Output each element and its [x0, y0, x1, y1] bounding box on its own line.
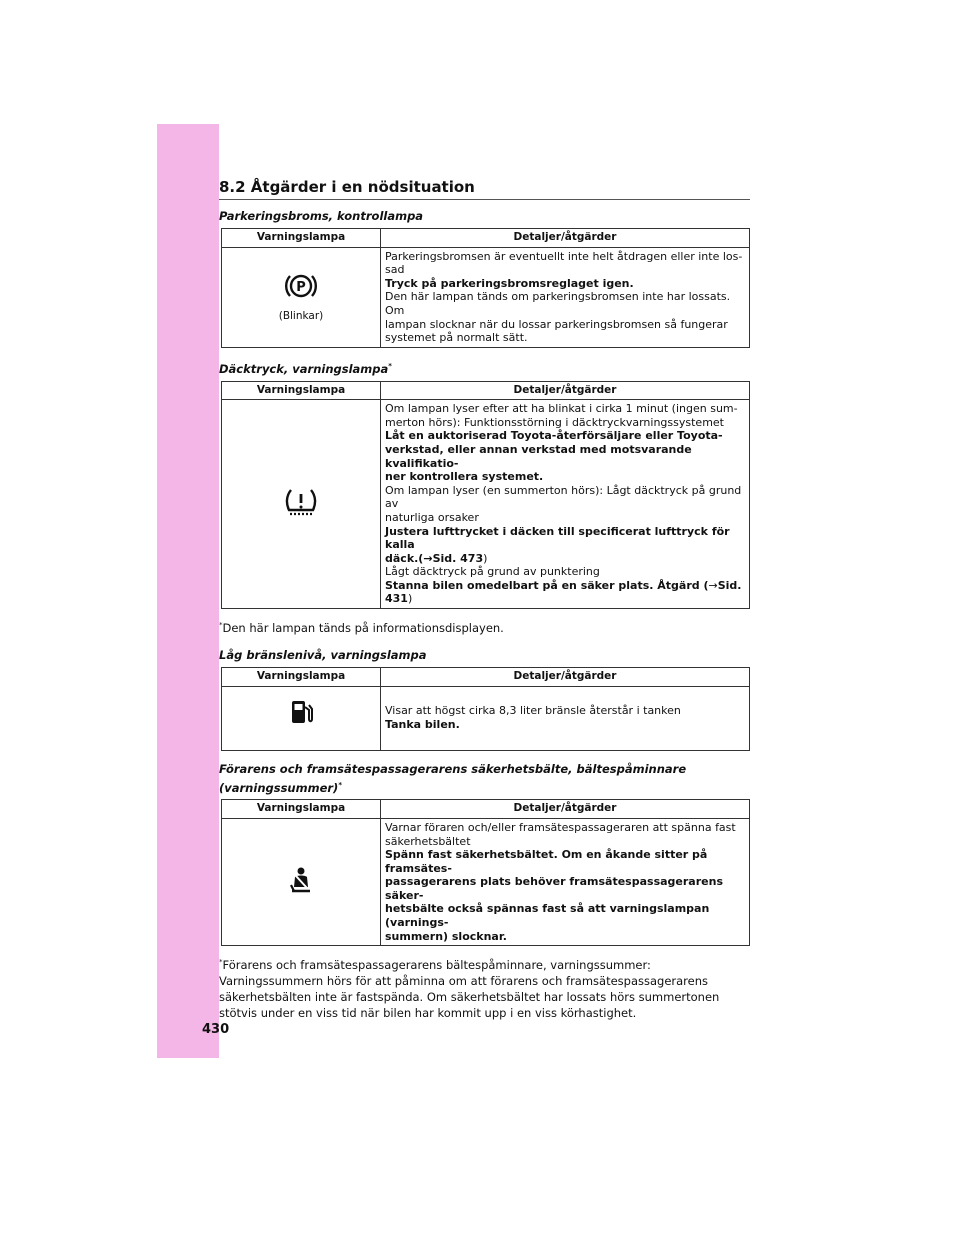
detail-line-bold: Låt en auktoriserad Toyota-återförsäljare eller Toyota-: [385, 429, 723, 443]
footnote-line: stötvis under en viss tid när bilen har kommit upp i en viss körhastighet.: [219, 1006, 637, 1021]
detail-line-bold: ner kontrollera systemet.: [385, 470, 544, 484]
detail-line: Den här lampan tänds om parkeringsbromsen inte har lossats. Om: [385, 290, 731, 317]
seatbelt-icon: [286, 865, 316, 899]
page-ref-link[interactable]: Sid. 473: [432, 551, 484, 565]
detail-line: säkerhetsbältet: [385, 834, 471, 848]
parking-heading: Parkeringsbroms, kontrollampa: [219, 209, 424, 223]
footnote-line: [219, 954, 750, 973]
footnote-line: säkerhetsbälten inte är fastspända. Om säkerhetsbältet har lossats hörs summertonen: [219, 990, 720, 1005]
page-content: [219, 208, 750, 1021]
parking-table: [221, 228, 750, 348]
belt-heading: [219, 761, 750, 796]
tire-details: [381, 400, 750, 609]
detail-line-bold: Justera lufttrycket i däcken till specificerat lufttryck för kalla: [385, 524, 730, 552]
tire-heading-text: Däcktryck, varningslampa: [219, 361, 389, 376]
details-column-header: Detaljer/åtgärder: [381, 800, 750, 819]
belt-footnote: [219, 954, 750, 1021]
lamp-column-header: Varningslampa: [222, 800, 381, 819]
parking-lamp-cell: [222, 247, 381, 347]
tire-lamp-cell: [222, 400, 381, 609]
fuel-table: [221, 667, 750, 751]
footnote-mark: *: [219, 958, 223, 967]
page-ref-link[interactable]: Sid. 431: [385, 578, 742, 606]
details-column-header: Detaljer/åtgärder: [381, 381, 750, 400]
fuel-details: [381, 686, 750, 750]
parking-brake-icon: [284, 271, 318, 305]
detail-line-bold: Spänn fast säkerhetsbältet. Om en åkande sitter på framsätes-: [385, 848, 708, 875]
detail-line: Visar att högst cirka 8,3 liter bränsle återstår i tanken: [385, 704, 681, 718]
detail-line: merton hörs): Funktionsstörning i däcktryckvarningssystemet: [385, 415, 724, 429]
footnote-text: Förarens och framsätespassagerarens bältespåminnare, varningssummer:: [222, 958, 651, 973]
detail-line: lampan slocknar när du lossar parkeringsbromsen så fungerar: [385, 317, 728, 331]
detail-line-bold: verkstad, eller annan verkstad med motsvarande kvalifikatio-: [385, 442, 692, 470]
tire-footnote: [219, 617, 750, 636]
side-tab-band: [157, 124, 219, 1058]
ref-close: ): [407, 592, 413, 606]
parking-details: [381, 247, 750, 347]
detail-line-bold: passagerarens plats behöver framsätespassagerarens säker-: [385, 875, 723, 902]
detail-line-ref: [385, 579, 745, 606]
details-column-header: Detaljer/åtgärder: [381, 229, 750, 248]
section-divider: [219, 199, 750, 200]
section-title: 8.2 Åtgärder i en nödsituation: [219, 178, 475, 196]
fuel-pump-icon: [286, 697, 316, 731]
footnote-line: Varningssummern hörs för att påminna om att förarens och framsätespassagerarens: [219, 974, 709, 989]
detail-line: Om lampan lyser (en summerton hörs): Lågt däcktryck på grund av: [385, 483, 742, 511]
ref-close: ): [483, 551, 488, 565]
details-column-header: Detaljer/åtgärder: [381, 667, 750, 686]
lamp-column-header: Varningslampa: [222, 381, 381, 400]
belt-lamp-cell: [222, 818, 381, 945]
detail-line-bold: Tanka bilen.: [385, 718, 460, 731]
footnote-mark: *: [219, 621, 223, 630]
detail-line: Parkeringsbromsen är eventuellt inte helt åtdragen eller inte los-: [385, 249, 743, 263]
detail-line-ref: [385, 552, 745, 566]
footnote-text: Den här lampan tänds på informationsdisplayen.: [222, 620, 504, 635]
lamp-column-header: Varningslampa: [222, 229, 381, 248]
tire-pressure-icon: [284, 487, 318, 521]
svg-text:P: P: [296, 279, 306, 295]
footnote-mark: *: [388, 361, 392, 370]
footnote-mark: *: [338, 780, 342, 789]
tire-table: [221, 381, 750, 610]
blink-caption: (Blinkar): [278, 310, 324, 323]
detail-line: sad: [385, 263, 405, 277]
belt-table: [221, 799, 750, 946]
arrow-right-icon: →: [708, 578, 718, 592]
detail-line: Varnar föraren och/eller framsätespassageraren att spänna fast: [385, 820, 736, 834]
fuel-lamp-cell: [222, 686, 381, 750]
belt-heading-line: (varningssummer): [219, 780, 339, 795]
detail-line: naturliga orsaker: [385, 510, 479, 524]
lamp-column-header: Varningslampa: [222, 667, 381, 686]
fuel-heading: Låg bränslenivå, varningslampa: [219, 647, 427, 662]
tire-heading: [219, 358, 750, 377]
detail-line-bold: hetsbälte också spännas fast så att varningslampan (varnings-: [385, 902, 710, 930]
ref-text: Stanna bilen omedelbart på en säker plats. Åtgärd (: [385, 578, 709, 592]
belt-heading-line: Förarens och framsätespassagerarens säkerhetsbälte, bältespåminnare: [219, 761, 687, 776]
ref-text: däck.(: [385, 551, 424, 565]
detail-line: systemet på normalt sätt.: [385, 331, 528, 345]
belt-details: [381, 818, 750, 945]
detail-line-bold: Tryck på parkeringsbromsreglaget igen.: [385, 276, 634, 290]
detail-line-bold: summern) slocknar.: [385, 929, 507, 943]
page-number: 430: [202, 1022, 230, 1037]
detail-line: Om lampan lyser efter att ha blinkat i cirka 1 minut (ingen sum-: [385, 402, 738, 416]
detail-line: Lågt däcktryck på grund av punktering: [385, 565, 600, 579]
arrow-right-icon: →: [423, 551, 433, 565]
